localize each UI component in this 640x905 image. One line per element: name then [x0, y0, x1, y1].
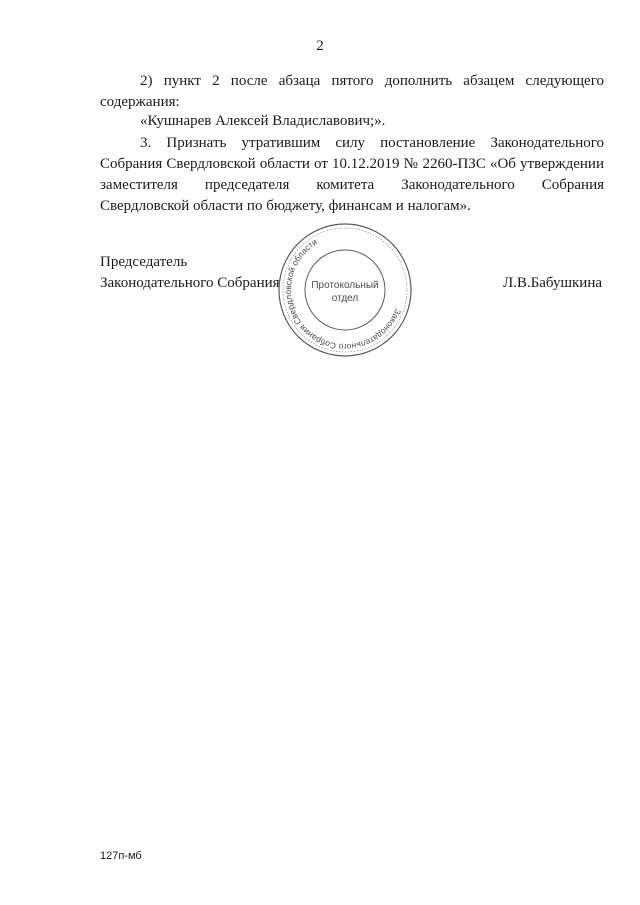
- page-number: 2: [316, 38, 324, 54]
- stamp-seal: [276, 221, 414, 359]
- signatory-name: Л.В.Бабушкина: [502, 275, 602, 291]
- footer-document-code: 127п-мб: [100, 850, 142, 862]
- paragraph-text: «Кушнарев Алексей Владиславович;».: [140, 113, 386, 129]
- stamp-center-line-1: Протокольный: [311, 280, 379, 291]
- paragraph-quoted-name: [100, 111, 604, 132]
- paragraph-amendment-item-2: [100, 71, 604, 113]
- stamp-ring-text: Законодательного Собрания Свердловской области: [282, 236, 404, 353]
- paragraph-text: 2) пункт 2 после абзаца пятого дополнить абзацем следующего содержания:: [100, 73, 604, 110]
- stamp-center-line-2: отдел: [331, 293, 359, 304]
- paragraph-text: 3. Признать утратившим силу постановление Законодательного Собрания Свердловской области от 10.12.2019 № 2260-ПЗС «Об утверждении заместителя председателя комитета Законодательного Собрания Свердловской области по бюджету, финансам и налогам».: [100, 135, 604, 214]
- paragraph-item-3: [100, 133, 604, 217]
- signature-title-line-2: Законодательного Собрания: [100, 275, 280, 291]
- signature-title-line-1: Председатель: [100, 254, 188, 270]
- signature-title: [100, 252, 280, 294]
